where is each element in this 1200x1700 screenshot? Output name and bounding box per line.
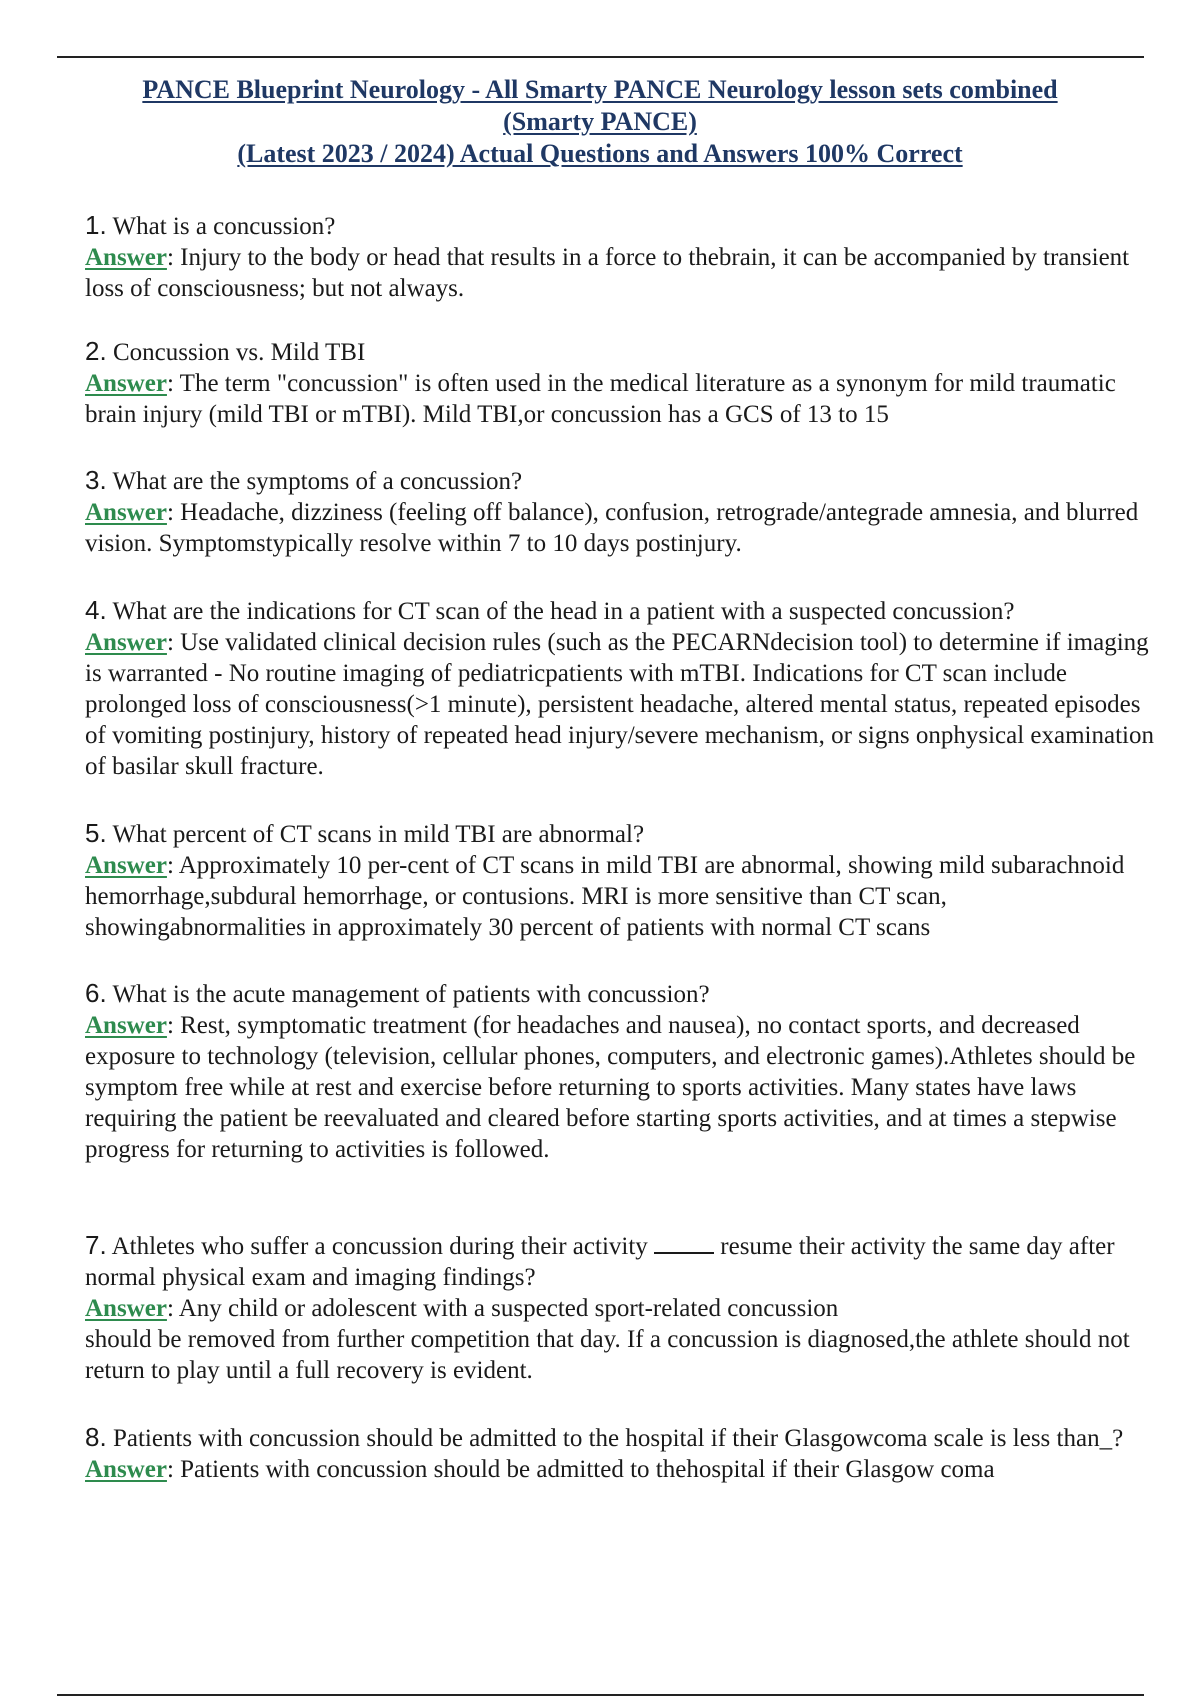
question-number: 5. xyxy=(85,818,107,848)
question-1 xyxy=(85,210,1155,242)
answer-text: : The term "concussion" is often used in the medical literature as a synonym for mild traumatic brain injury (mild TBI or mTBI). Mild TBI,or concussion has a GCS of 13 to 15 xyxy=(85,370,1116,428)
question-4 xyxy=(85,595,1155,627)
answer-2 xyxy=(85,368,1155,430)
answer-4 xyxy=(85,627,1155,782)
question-number: 7. xyxy=(85,1230,107,1260)
qa-item-4 xyxy=(85,595,1155,782)
question-5 xyxy=(85,818,1155,850)
qa-item-2 xyxy=(85,336,1155,430)
qa-item-1 xyxy=(85,210,1155,304)
question-text: Patients with concussion should be admitted to the hospital if their Glasgowcoma scale is less than_? xyxy=(112,1425,1124,1452)
answer-label: Answer xyxy=(85,1295,167,1322)
fill-in-blank xyxy=(654,1232,714,1254)
answer-text: : Injury to the body or head that results in a force to thebrain, it can be accompanied by transient loss of consciousness; but not always. xyxy=(85,244,1130,302)
question-number: 4. xyxy=(85,595,107,625)
answer-7 xyxy=(85,1293,1155,1386)
question-text-part-1: Athletes who suffer a concussion during their activity xyxy=(111,1233,648,1260)
question-number: 6. xyxy=(85,978,107,1008)
qa-item-5 xyxy=(85,818,1155,943)
top-rule xyxy=(57,56,1144,58)
answer-8 xyxy=(85,1454,1155,1485)
answer-text: : Use validated clinical decision rules (such as the PECARNdecision tool) to determine if imaging is warranted - No routine imaging of pediatricpatients with mTBI. Indications for CT scan include prolonged loss of consciousness(>1 minute), persistent headache, altered mental status, repeated episodes of vomiting postinjury, history of repeated head injury/severe mechanism, or signs onphysical examination of basilar skull fracture. xyxy=(85,629,1154,780)
question-number: 8. xyxy=(85,1422,107,1452)
question-number: 3. xyxy=(85,465,107,495)
question-text: What are the symptoms of a concussion? xyxy=(112,468,523,495)
answer-text: : Headache, dizziness (feeling off balance), confusion, retrograde/antegrade amnesia, and blurred vision. Symptomstypically resolve within 7 to 10 days postinjury. xyxy=(85,499,1139,557)
title-line-1: PANCE Blueprint Neurology - All Smarty PANCE Neurology lesson sets combined xyxy=(142,75,1058,104)
question-text: Concussion vs. Mild TBI xyxy=(112,339,366,366)
answer-5 xyxy=(85,850,1155,943)
question-2 xyxy=(85,336,1155,368)
title-line-2: (Smarty PANCE) xyxy=(503,107,697,136)
question-8 xyxy=(85,1422,1155,1454)
answer-label: Answer xyxy=(85,852,167,879)
question-text: What is a concussion? xyxy=(112,213,336,240)
answer-label: Answer xyxy=(85,1012,167,1039)
bottom-rule xyxy=(57,1694,1144,1696)
answer-label: Answer xyxy=(85,629,167,656)
answer-3 xyxy=(85,497,1155,559)
answer-6 xyxy=(85,1010,1155,1165)
question-6 xyxy=(85,978,1155,1010)
answer-label: Answer xyxy=(85,1456,167,1483)
answer-1 xyxy=(85,242,1155,304)
answer-label: Answer xyxy=(85,499,167,526)
question-text: What percent of CT scans in mild TBI are abnormal? xyxy=(112,821,645,848)
question-number: 1. xyxy=(85,210,107,240)
question-3 xyxy=(85,465,1155,497)
document-title xyxy=(60,74,1140,170)
question-text: What are the indications for CT scan of the head in a patient with a suspected concussion? xyxy=(112,598,1015,625)
qa-item-6 xyxy=(85,978,1155,1165)
qa-item-7 xyxy=(85,1230,1155,1386)
answer-text-line-2: should be removed from further competition that day. If a concussion is diagnosed,the athlete should not return to play until a full recovery is evident. xyxy=(85,1326,1130,1384)
title-line-3: (Latest 2023 / 2024) Actual Questions and Answers 100% Correct xyxy=(237,139,963,168)
answer-text: : Rest, symptomatic treatment (for headaches and nausea), no contact sports, and decreased exposure to technology (television, cellular phones, computers, and electronic games).Athletes should be symptom free while at rest and exercise before returning to sports activities. Many states have laws requiring the patient be reevaluated and cleared before starting sports activities, and at times a stepwise progress for returning to activities is followed. xyxy=(85,1012,1136,1163)
question-number: 2. xyxy=(85,336,107,366)
question-7 xyxy=(85,1230,1155,1293)
question-text-part-2: resume their activity the same day after normal physical exam and imaging findings? xyxy=(85,1233,1115,1291)
qa-item-8 xyxy=(85,1422,1155,1485)
answer-text-line-1: : Any child or adolescent with a suspected sport-related concussion xyxy=(166,1295,839,1322)
answer-text: : Approximately 10 per-cent of CT scans in mild TBI are abnormal, showing mild subarachnoid hemorrhage,subdural hemorrhage, or contusions. MRI is more sensitive than CT scan, showingabnormalities in approximately 30 percent of patients with normal CT scans xyxy=(85,852,1125,941)
answer-label: Answer xyxy=(85,244,167,271)
question-text: What is the acute management of patients with concussion? xyxy=(112,981,710,1008)
answer-label: Answer xyxy=(85,370,167,397)
answer-text: : Patients with concussion should be admitted to thehospital if their Glasgow coma xyxy=(166,1456,995,1483)
qa-item-3 xyxy=(85,465,1155,559)
